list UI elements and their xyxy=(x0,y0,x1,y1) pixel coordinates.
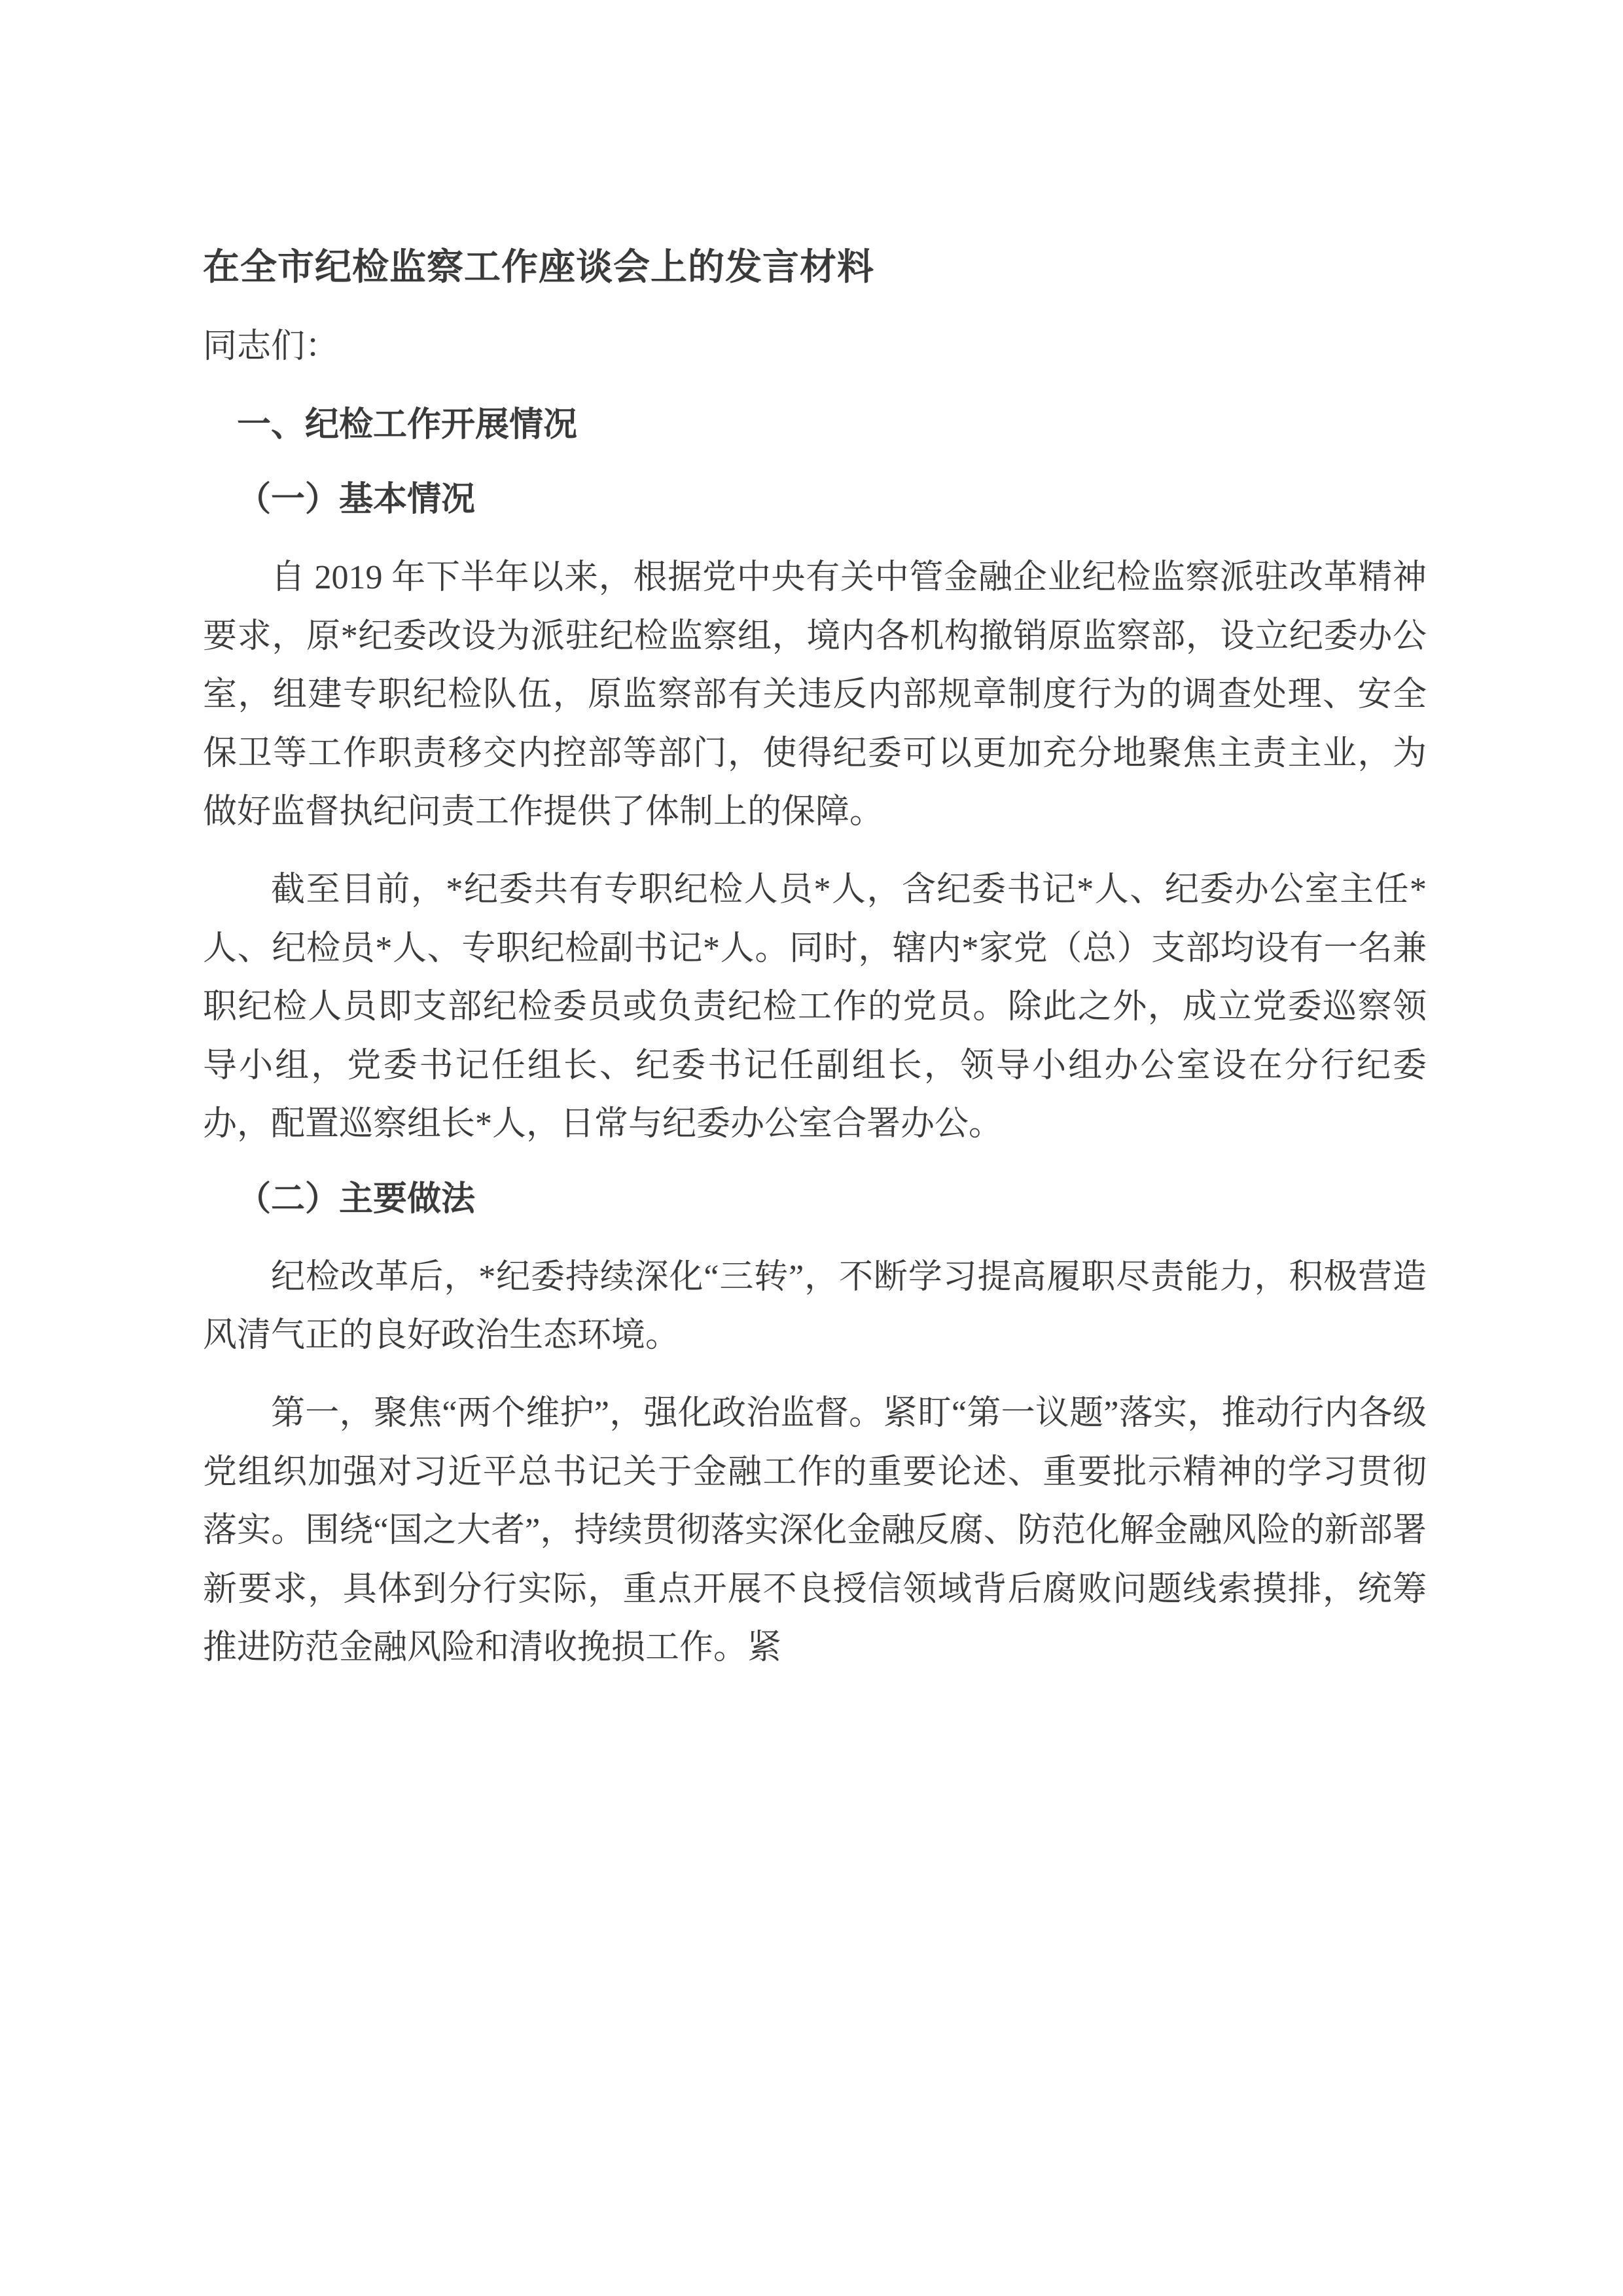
section-heading-level-2-main-practices: （二）主要做法 xyxy=(237,1179,476,1218)
salutation: 同志们： xyxy=(203,327,340,365)
paragraph: 自 2019 年下半年以来，根据党中央有关中管金融企业纪检监察派驻改革精神要求，原*纪委改设为派驻纪检监察组，境内各机构撤销原监察部，设立纪委办公室，组建专职纪检队伍，原监察部有关违反内部规章制度行为的调查处理、安全保卫等工作职责移交内控部等部门，使得纪委可以更加充分地聚焦主责主业，为做好监督执纪问责工作提供了体制上的保障。 xyxy=(203,559,1427,831)
section-heading-level-1: 一、纪检工作开展情况 xyxy=(237,406,578,444)
paragraph: 第一，聚焦“两个维护”，强化政治监督。紧盯“第一议题”落实，推动行内各级党组织加强对习近平总书记关于金融工作的重要论述、重要批示精神的学习贯彻落实。围绕“国之大者”，持续贯彻落实深化金融反腐、防范化解金融风险的新部署新要求，具体到分行实际，重点开展不良授信领域背后腐败问题线索摸排，统筹推进防范金融风险和清收挽损工作。紧 xyxy=(203,1395,1427,1667)
paragraph: 纪检改革后，*纪委持续深化“三转”，不断学习提高履职尽责能力，积极营造风清气正的良好政治生态环境。 xyxy=(203,1258,1427,1354)
paragraph: 截至目前，*纪委共有专职纪检人员*人，含纪委书记*人、纪委办公室主任*人、纪检员*人、专职纪检副书记*人。同时，辖内*家党（总）支部均设有一名兼职纪检人员即支部纪检委员或负责纪检工作的党员。除此之外，成立党委巡察领导小组，党委书记任组长、纪委书记任副组长，领导小组办公室设在分行纪委办，配置巡察组长*人，日常与纪委办公室合署办公。 xyxy=(203,871,1427,1143)
page-title: 在全市纪检监察工作座谈会上的发言材料 xyxy=(203,246,874,287)
section-heading-level-2-basic-situation: （一）基本情况 xyxy=(237,480,476,519)
